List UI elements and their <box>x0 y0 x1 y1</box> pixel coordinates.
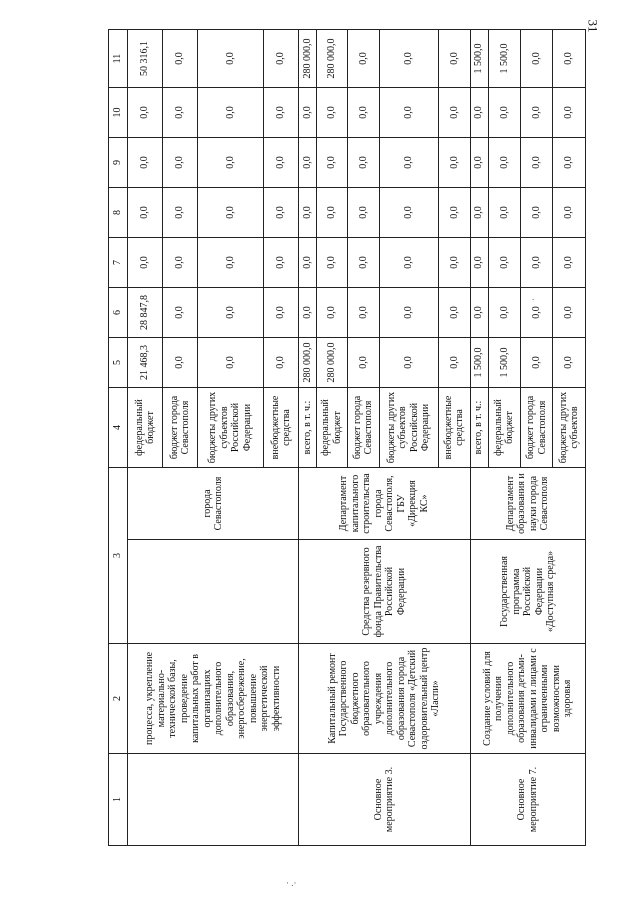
value-cell: 0,0 <box>379 30 438 88</box>
value-cell: 0,0 <box>379 338 438 388</box>
value-cell: 1 500,0 <box>470 338 488 388</box>
value-cell: 0,0 <box>439 138 471 188</box>
value-cell: 0,0 <box>299 88 317 138</box>
funding-source-cell: бюджеты других субъектов Российской Федерации <box>198 388 264 468</box>
value-cell: 0,0 <box>439 288 471 338</box>
value-cell: 0,0 <box>379 188 438 238</box>
value-cell: 0,0 <box>470 138 488 188</box>
value-cell: 0,0 <box>163 338 198 388</box>
value-cell: 0,0 <box>316 288 348 338</box>
value-cell: 0,0 <box>263 338 298 388</box>
activity-description-cell: Капитальный ремонт Государственного бюджетного образовательного учреждения дополнительного образования города Севастополя «Детский оздоровительный центр «Ласпи» <box>299 644 471 754</box>
funding-source-cell: бюджеты других субъектов <box>553 388 586 468</box>
value-cell: 0,0 <box>553 138 586 188</box>
executor-cell: Департамент образования и науки города Севастополя <box>470 468 585 540</box>
value-cell: 0,0 <box>163 30 198 88</box>
value-cell: 0,0 <box>163 88 198 138</box>
table-row <box>128 30 163 846</box>
header-cell: 10 <box>109 88 128 138</box>
value-cell: 0,0 <box>521 188 553 238</box>
value-cell: 0,0 <box>553 288 586 338</box>
funding-source-cell: бюджет города Севастополя <box>521 388 553 468</box>
header-cell: 6 <box>109 288 128 338</box>
scan-mark: · .· <box>286 878 297 888</box>
funding-source-cell: всего, в т. ч.: <box>299 388 317 468</box>
value-cell: 0,0 <box>439 88 471 138</box>
program-cell: Государственная программа Российской Федерации «Доступная среда» <box>470 540 585 644</box>
value-cell: 0,0 <box>521 30 553 88</box>
header-cell: 4 <box>109 388 128 468</box>
value-cell: 50 316,1 <box>128 30 163 88</box>
value-cell: 0,0 <box>163 138 198 188</box>
value-cell: 0,0 <box>470 238 488 288</box>
value-cell: 1 500,0 <box>488 30 520 88</box>
value-cell: 0,0 <box>348 238 380 288</box>
value-cell: 0,0 <box>488 88 520 138</box>
value-cell: 0,0 <box>263 188 298 238</box>
value-cell: 0,0 <box>263 238 298 288</box>
table-row <box>299 30 317 846</box>
value-cell: 21 468,3 <box>128 338 163 388</box>
value-cell: 0,0 <box>439 338 471 388</box>
value-cell: 0,0 <box>263 288 298 338</box>
value-cell: 0,0 <box>439 188 471 238</box>
activity-number-cell: Основное мероприятие 7. <box>470 754 585 846</box>
funding-source-cell: бюджет города Севастополя <box>163 388 198 468</box>
value-cell: 0,0 <box>348 88 380 138</box>
value-cell: 0,0 <box>299 188 317 238</box>
value-cell: 0,0 <box>521 88 553 138</box>
header-cell: 11 <box>109 30 128 88</box>
budget-table-rotated <box>108 34 586 846</box>
value-cell: 0,0 <box>379 288 438 338</box>
value-cell: 0,0 <box>198 88 264 138</box>
header-cell: 1 <box>109 754 128 846</box>
header-cell: 9 <box>109 138 128 188</box>
header-cell: 5 <box>109 338 128 388</box>
funding-source-cell: федеральный бюджет <box>128 388 163 468</box>
value-cell: 0,0 <box>379 88 438 138</box>
value-cell: 0,0 <box>348 288 380 338</box>
funding-source-cell: внебюджетные средства <box>439 388 471 468</box>
value-cell: 0,0 <box>553 88 586 138</box>
program-cell <box>128 540 299 644</box>
value-cell: 28 847,8 <box>128 288 163 338</box>
table-body <box>128 30 586 846</box>
value-cell: 0,0 <box>163 288 198 338</box>
value-cell: 0,0 <box>439 238 471 288</box>
value-cell: 0,0 <box>521 338 553 388</box>
value-cell: 0,0 <box>521 288 553 338</box>
program-cell: Средства резервного фонда Правительства Российской Федерации <box>299 540 471 644</box>
value-cell: 0,0 <box>263 138 298 188</box>
value-cell: 0,0 <box>316 88 348 138</box>
value-cell: 0,0 <box>128 188 163 238</box>
value-cell: 0,0 <box>379 138 438 188</box>
value-cell: 0,0 <box>263 88 298 138</box>
value-cell: 0,0 <box>521 238 553 288</box>
activity-description-cell: Создание условий для получения дополнительного образования детьми-инвалидами и лицами с ограниченными возможностями здоровья <box>470 644 585 754</box>
activity-number-cell: Основное мероприятие 3. <box>299 754 471 846</box>
funding-source-cell: внебюджетные средства <box>263 388 298 468</box>
funding-source-cell: всего, в т. ч.: <box>470 388 488 468</box>
value-cell: 0,0 <box>488 138 520 188</box>
value-cell: 0,0 <box>299 238 317 288</box>
activity-description-cell: процесса, укрепление материально-технической базы, проведение капитальных работ в организациях дополнительного образования, энергосбережение, повышение энергетической эффективности <box>128 644 299 754</box>
value-cell: 0,0 <box>521 138 553 188</box>
header-cell: 8 <box>109 188 128 238</box>
header-cell: 2 <box>109 644 128 754</box>
funding-source-cell: федеральный бюджет <box>488 388 520 468</box>
value-cell: 0,0 <box>198 238 264 288</box>
value-cell: 0,0 <box>348 30 380 88</box>
value-cell: 0,0 <box>316 238 348 288</box>
value-cell: 0,0 <box>198 288 264 338</box>
value-cell: 280 000,0 <box>316 30 348 88</box>
executor-cell: Департамент капитального строительства города Севастополя, ГБУ «Дирекция КС» <box>299 468 471 540</box>
executor-cell: города Севастополя <box>128 468 299 540</box>
value-cell: 0,0 <box>128 88 163 138</box>
budget-table <box>108 29 586 846</box>
value-cell: 0,0 <box>348 338 380 388</box>
value-cell: 0,0 <box>198 138 264 188</box>
scan-mark: . <box>532 292 535 302</box>
value-cell: 0,0 <box>198 338 264 388</box>
value-cell: 0,0 <box>198 30 264 88</box>
value-cell: 0,0 <box>263 30 298 88</box>
value-cell: 1 500,0 <box>488 338 520 388</box>
value-cell: 0,0 <box>348 188 380 238</box>
funding-source-cell: бюджет города Севастополя <box>348 388 380 468</box>
value-cell: 280 000,0 <box>316 338 348 388</box>
value-cell: 0,0 <box>439 30 471 88</box>
value-cell: 0,0 <box>163 238 198 288</box>
value-cell: 0,0 <box>470 88 488 138</box>
value-cell: 0,0 <box>316 188 348 238</box>
value-cell: 0,0 <box>470 288 488 338</box>
value-cell: 0,0 <box>299 138 317 188</box>
value-cell: 0,0 <box>470 188 488 238</box>
value-cell: 0,0 <box>553 238 586 288</box>
value-cell: 280 000,0 <box>299 30 317 88</box>
value-cell: 0,0 <box>379 238 438 288</box>
value-cell: 0,0 <box>299 288 317 338</box>
value-cell: 0,0 <box>128 238 163 288</box>
value-cell: 0,0 <box>488 288 520 338</box>
value-cell: 0,0 <box>348 138 380 188</box>
funding-source-cell: федеральный бюджет <box>316 388 348 468</box>
value-cell: 0,0 <box>128 138 163 188</box>
value-cell: 0,0 <box>163 188 198 238</box>
page-number: 31 <box>585 19 601 33</box>
table-row <box>470 30 488 846</box>
funding-source-cell: бюджеты других субъектов Российской Федерации <box>379 388 438 468</box>
header-cell: 3 <box>109 468 128 644</box>
header-row <box>109 30 128 846</box>
value-cell: 0,0 <box>488 238 520 288</box>
header-cell: 7 <box>109 238 128 288</box>
value-cell: 0,0 <box>553 188 586 238</box>
value-cell: 0,0 <box>316 138 348 188</box>
value-cell: 0,0 <box>488 188 520 238</box>
value-cell: 280 000,0 <box>299 338 317 388</box>
activity-number-cell <box>128 754 299 846</box>
value-cell: 0,0 <box>198 188 264 238</box>
value-cell: 0,0 <box>553 338 586 388</box>
value-cell: 0,0 <box>553 30 586 88</box>
value-cell: 1 500,0 <box>470 30 488 88</box>
